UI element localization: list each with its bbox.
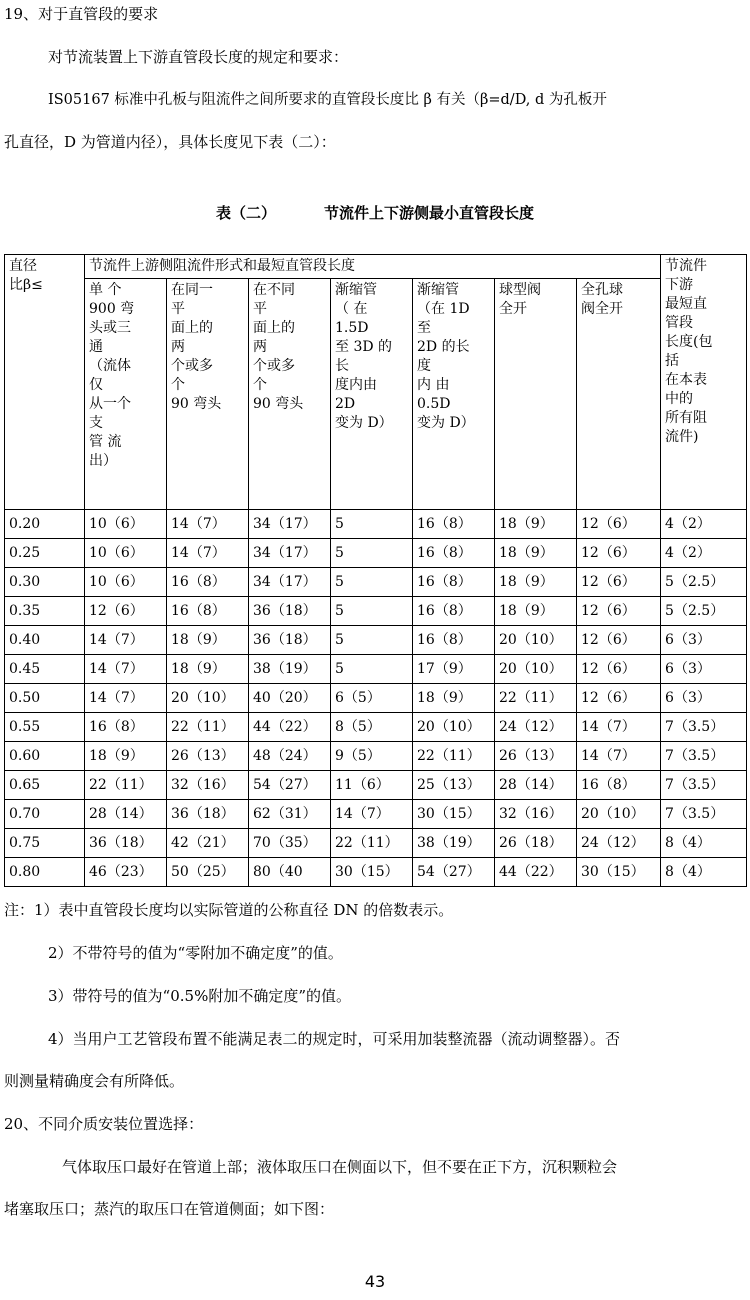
header-downstream: 节流件 下游 最短直 管段 长度(包 括 在本表 中的 所有阻 流件) (661, 255, 747, 510)
cell-single-elbow: 10（6） (85, 510, 167, 539)
cell-reducer-2d: 5 (331, 626, 413, 655)
note-1: 注：1）表中直管段长度均以实际管道的公称直径 DN 的倍数表示。 (4, 901, 454, 919)
table-row (5, 713, 747, 742)
cell-ball-valve: 12（6） (577, 597, 661, 626)
subheader-elbows-diff-plane: 在不同 平 面上的 两 个或多 个 90 弯头 (249, 279, 331, 510)
cell-downstream: 7（3.5） (661, 800, 747, 829)
cell-elbows-diff-plane: 48（24） (249, 742, 331, 771)
cell-downstream: 6（3） (661, 655, 747, 684)
cell-expander-05d: 16（8） (413, 568, 495, 597)
cell-reducer-2d: 5 (331, 510, 413, 539)
cell-elbows-same-plane: 36（18） (167, 800, 249, 829)
subheader-reducer-2d: 渐缩管 （ 在 1.5D 至 3D 的 长 度内由 2D 变为 D） (331, 279, 413, 510)
header-beta: 直径 比β≤ (5, 255, 85, 510)
cell-ball-valve: 12（6） (577, 568, 661, 597)
cell-elbows-same-plane: 16（8） (167, 568, 249, 597)
cell-reducer-2d: 9（5） (331, 742, 413, 771)
table-row (5, 771, 747, 800)
table-row (5, 626, 747, 655)
cell-elbows-diff-plane: 62（31） (249, 800, 331, 829)
cell-beta: 0.70 (5, 800, 85, 829)
cell-expander-05d: 16（8） (413, 510, 495, 539)
cell-beta: 0.40 (5, 626, 85, 655)
straight-pipe-length-table (4, 254, 747, 887)
cell-elbows-diff-plane: 36（18） (249, 626, 331, 655)
cell-globe-valve: 28（14） (495, 771, 577, 800)
section-20-paragraph-line-2: 堵塞取压口；蒸汽的取压口在管道侧面；如下图： (4, 1200, 335, 1218)
cell-single-elbow: 14（7） (85, 626, 167, 655)
cell-single-elbow: 28（14） (85, 800, 167, 829)
cell-globe-valve: 18（9） (495, 568, 577, 597)
page-number: 43 (364, 1272, 386, 1291)
section-20-heading: 20、不同介质安装位置选择： (4, 1115, 204, 1133)
cell-elbows-diff-plane: 34（17） (249, 510, 331, 539)
cell-expander-05d: 38（19） (413, 829, 495, 858)
table-row (5, 829, 747, 858)
cell-expander-05d: 16（8） (413, 597, 495, 626)
cell-elbows-same-plane: 32（16） (167, 771, 249, 800)
cell-elbows-diff-plane: 38（19） (249, 655, 331, 684)
cell-elbows-same-plane: 14（7） (167, 539, 249, 568)
cell-elbows-same-plane: 18（9） (167, 626, 249, 655)
cell-globe-valve: 32（16） (495, 800, 577, 829)
cell-elbows-diff-plane: 70（35） (249, 829, 331, 858)
cell-reducer-2d: 11（6） (331, 771, 413, 800)
cell-ball-valve: 20（10） (577, 800, 661, 829)
section-20-paragraph-line-1: 气体取压口最好在管道上部；液体取压口在侧面以下，但不要在正下方，沉积颗粒会 (62, 1158, 618, 1176)
cell-single-elbow: 46（23） (85, 858, 167, 887)
cell-expander-05d: 16（8） (413, 626, 495, 655)
table-row (5, 684, 747, 713)
note-3: 3）带符号的值为“0.5%附加不确定度”的值。 (48, 987, 351, 1005)
header-upstream-group: 节流件上游侧阻流件形式和最短直管段长度 (85, 255, 661, 279)
cell-beta: 0.20 (5, 510, 85, 539)
table-title-label: 表（二） (215, 204, 276, 222)
cell-downstream: 6（3） (661, 626, 747, 655)
cell-beta: 0.45 (5, 655, 85, 684)
table-row (5, 568, 747, 597)
cell-downstream: 5（2.5） (661, 568, 747, 597)
cell-reducer-2d: 30（15） (331, 858, 413, 887)
cell-downstream: 6（3） (661, 684, 747, 713)
section-19-paragraph-1: 对节流装置上下游直管段长度的规定和要求： (48, 48, 349, 66)
cell-globe-valve: 20（10） (495, 655, 577, 684)
cell-expander-05d: 18（9） (413, 684, 495, 713)
cell-elbows-diff-plane: 54（27） (249, 771, 331, 800)
cell-elbows-diff-plane: 40（20） (249, 684, 331, 713)
table-title-caption: 节流件上下游侧最小直管段长度 (324, 204, 535, 222)
cell-globe-valve: 24（12） (495, 713, 577, 742)
cell-beta: 0.65 (5, 771, 85, 800)
cell-ball-valve: 14（7） (577, 713, 661, 742)
cell-beta: 0.35 (5, 597, 85, 626)
cell-reducer-2d: 5 (331, 568, 413, 597)
cell-elbows-same-plane: 22（11） (167, 713, 249, 742)
cell-ball-valve: 12（6） (577, 510, 661, 539)
section-19-heading: 19、对于直管段的要求 (4, 5, 159, 23)
cell-beta: 0.60 (5, 742, 85, 771)
subheader-expander-05d: 渐缩管 （在 1D 至 2D 的长 度 内 由 0.5D 变为 D） (413, 279, 495, 510)
cell-elbows-diff-plane: 34（17） (249, 568, 331, 597)
note-4-line-2: 则测量精确度会有所降低。 (4, 1072, 185, 1090)
cell-elbows-diff-plane: 44（22） (249, 713, 331, 742)
cell-elbows-diff-plane: 34（17） (249, 539, 331, 568)
cell-downstream: 7（3.5） (661, 713, 747, 742)
cell-globe-valve: 26（13） (495, 742, 577, 771)
cell-elbows-same-plane: 14（7） (167, 510, 249, 539)
table-row (5, 858, 747, 887)
table-row (5, 539, 747, 568)
cell-reducer-2d: 8（5） (331, 713, 413, 742)
cell-single-elbow: 36（18） (85, 829, 167, 858)
section-19-paragraph-2-line-2: 孔直径，D 为管道内径），具体长度见下表（二）： (4, 133, 336, 151)
table-title (0, 202, 750, 223)
cell-elbows-diff-plane: 80（40 (249, 858, 331, 887)
cell-reducer-2d: 5 (331, 655, 413, 684)
cell-single-elbow: 22（11） (85, 771, 167, 800)
cell-ball-valve: 30（15） (577, 858, 661, 887)
cell-expander-05d: 17（9） (413, 655, 495, 684)
cell-reducer-2d: 5 (331, 597, 413, 626)
cell-beta: 0.55 (5, 713, 85, 742)
cell-globe-valve: 18（9） (495, 597, 577, 626)
subheader-elbows-same-plane: 在同一 平 面上的 两 个或多 个 90 弯头 (167, 279, 249, 510)
cell-elbows-same-plane: 50（25） (167, 858, 249, 887)
note-4-line-1: 4）当用户工艺管段布置不能满足表二的规定时，可采用加装整流器（流动调整器）。否 (48, 1030, 621, 1048)
cell-single-elbow: 14（7） (85, 655, 167, 684)
subheader-globe-valve: 球型阀 全开 (495, 279, 577, 510)
cell-ball-valve: 12（6） (577, 655, 661, 684)
cell-ball-valve: 16（8） (577, 771, 661, 800)
table-row (5, 510, 747, 539)
cell-globe-valve: 18（9） (495, 539, 577, 568)
cell-beta: 0.75 (5, 829, 85, 858)
cell-globe-valve: 20（10） (495, 626, 577, 655)
table-row (5, 742, 747, 771)
cell-reducer-2d: 14（7） (331, 800, 413, 829)
subheader-single-elbow: 单 个 900 弯 头或三 通 （流体 仅 从一个 支 管 流 出） (85, 279, 167, 510)
cell-expander-05d: 54（27） (413, 858, 495, 887)
cell-reducer-2d: 5 (331, 539, 413, 568)
cell-ball-valve: 24（12） (577, 829, 661, 858)
cell-elbows-diff-plane: 36（18） (249, 597, 331, 626)
cell-elbows-same-plane: 42（21） (167, 829, 249, 858)
cell-expander-05d: 30（15） (413, 800, 495, 829)
cell-elbows-same-plane: 16（8） (167, 597, 249, 626)
cell-expander-05d: 25（13） (413, 771, 495, 800)
cell-ball-valve: 12（6） (577, 539, 661, 568)
cell-globe-valve: 22（11） (495, 684, 577, 713)
cell-globe-valve: 18（9） (495, 510, 577, 539)
cell-elbows-same-plane: 26（13） (167, 742, 249, 771)
cell-single-elbow: 10（6） (85, 539, 167, 568)
cell-expander-05d: 16（8） (413, 539, 495, 568)
cell-downstream: 4（2） (661, 539, 747, 568)
cell-reducer-2d: 6（5） (331, 684, 413, 713)
cell-beta: 0.30 (5, 568, 85, 597)
cell-single-elbow: 16（8） (85, 713, 167, 742)
cell-beta: 0.50 (5, 684, 85, 713)
cell-ball-valve: 14（7） (577, 742, 661, 771)
cell-ball-valve: 12（6） (577, 684, 661, 713)
cell-single-elbow: 18（9） (85, 742, 167, 771)
cell-elbows-same-plane: 20（10） (167, 684, 249, 713)
cell-beta: 0.25 (5, 539, 85, 568)
cell-reducer-2d: 22（11） (331, 829, 413, 858)
table-row (5, 597, 747, 626)
table-row (5, 655, 747, 684)
cell-elbows-same-plane: 18（9） (167, 655, 249, 684)
cell-single-elbow: 10（6） (85, 568, 167, 597)
cell-downstream: 7（3.5） (661, 771, 747, 800)
note-2: 2）不带符号的值为“零附加不确定度”的值。 (48, 944, 343, 962)
cell-single-elbow: 14（7） (85, 684, 167, 713)
cell-globe-valve: 26（18） (495, 829, 577, 858)
cell-expander-05d: 20（10） (413, 713, 495, 742)
cell-downstream: 8（4） (661, 829, 747, 858)
cell-expander-05d: 22（11） (413, 742, 495, 771)
cell-globe-valve: 44（22） (495, 858, 577, 887)
subheader-ball-valve: 全孔球 阀全开 (577, 279, 661, 510)
cell-beta: 0.80 (5, 858, 85, 887)
cell-downstream: 4（2） (661, 510, 747, 539)
cell-downstream: 7（3.5） (661, 742, 747, 771)
cell-ball-valve: 12（6） (577, 626, 661, 655)
cell-downstream: 5（2.5） (661, 597, 747, 626)
cell-single-elbow: 12（6） (85, 597, 167, 626)
section-19-paragraph-2-line-1: IS05167 标准中孔板与阻流件之间所要求的直管段长度比 β 有关（β=d/D, d 为孔板开 (48, 92, 607, 108)
table-row (5, 800, 747, 829)
cell-downstream: 8（4） (661, 858, 747, 887)
